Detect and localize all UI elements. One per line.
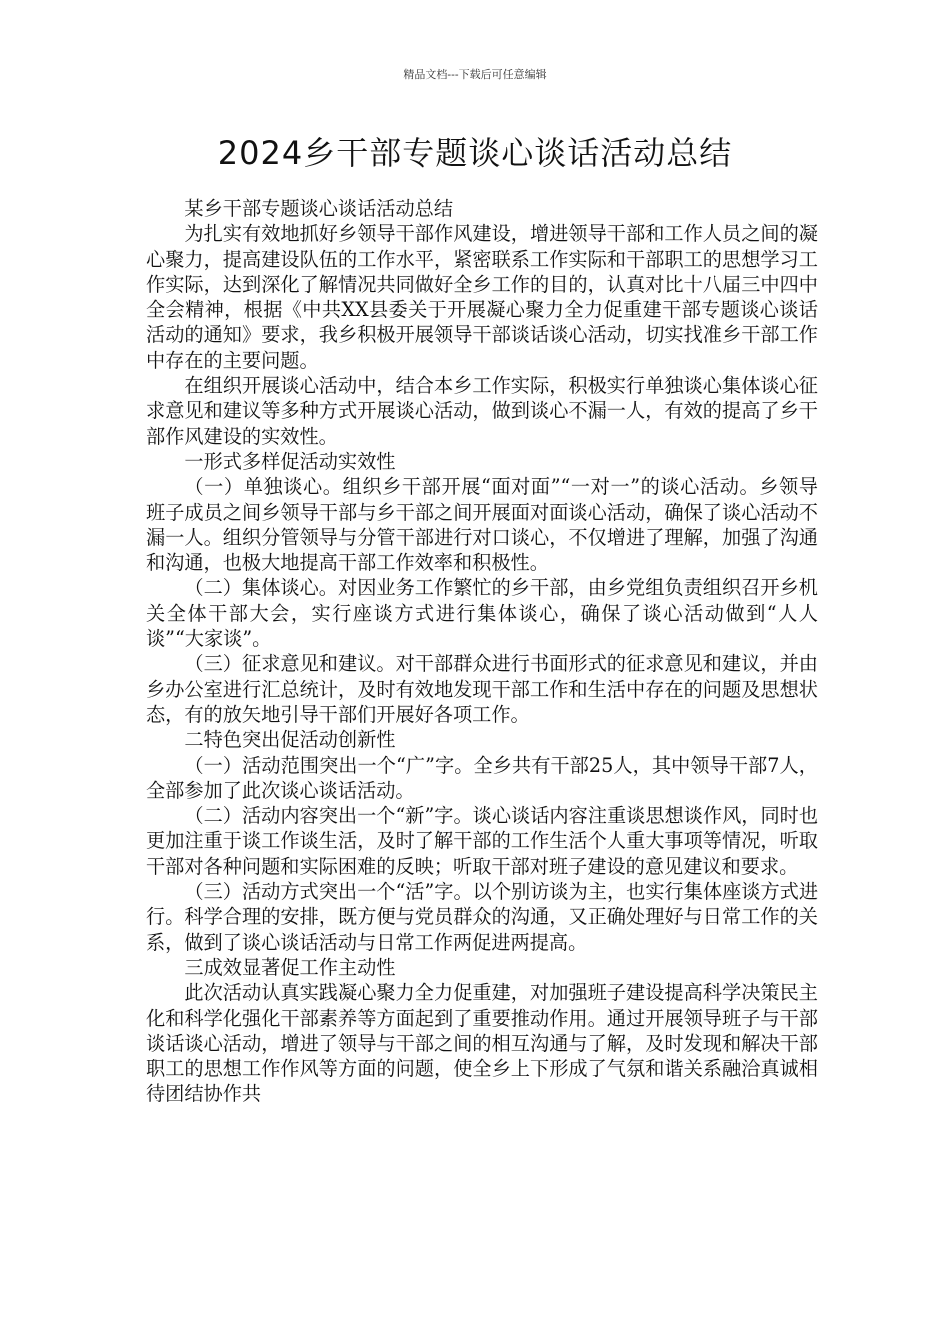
paragraph-1-3: （三）征求意见和建议。对干部群众进行书面形式的征求意见和建议，并由乡办公室进行汇总统计，及时有效地发现干部工作和生活中存在的问题及思想状态，有的放矢地引导干部们开展好各项工作。 — [146, 652, 818, 726]
section-heading-1: 一形式多样促活动实效性 — [184, 449, 396, 473]
paragraph-intro: 为扎实有效地抓好乡领导干部作风建设，增进领导干部和工作人员之间的凝心聚力，提高建设队伍的工作水平，紧密联系工作实际和干部职工的思想学习工作实际，达到深化了解情况共同做好全乡工作的目的，认真对比十八届三中四中全会精神，根据《中共XX县委关于开展凝心聚力全力促重建干部专题谈心谈话活动的通知》要求，我乡积极开展领导干部谈话谈心活动，切实找准乡干部工作中存在的主要问题。 — [146, 222, 818, 372]
document-title: 2024乡干部专题谈心谈话活动总结 — [217, 134, 733, 172]
paragraph-2-2: （二）活动内容突出一个“新”字。谈心谈话内容注重谈思想谈作风，同时也更加注重于谈工作谈生活，及时了解干部的工作生活个人重大事项等情况，听取干部对各种问题和实际困难的反映；听取干部对班子建设的意见建议和要求。 — [146, 804, 819, 878]
paragraph-2-3: （三）活动方式突出一个“活”字。以个别访谈为主，也实行集体座谈方式进行。科学合理的安排，既方便与党员群众的沟通，又正确处理好与日常工作的关系，做到了谈心谈话活动与日常工作两促进两提高。 — [146, 880, 819, 954]
section-heading-2: 二特色突出促活动创新性 — [184, 728, 396, 752]
paragraph-1-1: （一）单独谈心。组织乡干部开展“面对面”“一对一”的谈心活动。乡领导班子成员之间乡领导干部与乡干部之间开展面对面谈心活动，确保了谈心活动不漏一人。组织分管领导与分管干部进行对口谈心，不仅增进了理解，加强了沟通和沟通，也极大地提高干部工作效率和积极性。 — [146, 475, 818, 575]
header-note: 精品文档---下载后可任意编辑 — [403, 68, 547, 81]
paragraph-overview: 在组织开展谈心活动中，结合本乡工作实际，积极实行单独谈心集体谈心征求意见和建议等多种方式开展谈心活动，做到谈心不漏一人，有效的提高了乡干部作风建设的实效性。 — [146, 374, 818, 448]
subtitle: 某乡干部专题谈心谈话活动总结 — [184, 197, 454, 220]
paragraph-1-2: （二）集体谈心。对因业务工作繁忙的乡干部，由乡党组负责组织召开乡机关全体干部大会，实行座谈方式进行集体谈心，确保了谈心活动做到“人人谈”“大家谈”。 — [146, 576, 818, 651]
paragraph-3-1: 此次活动认真实践凝心聚力全力促重建，对加强班子建设提高科学决策民主化和科学化强化干部素养等方面起到了重要推动作用。通过开展领导班子与干部谈话谈心活动，增进了领导与干部之间的相互沟通与了解，及时发现和解决干部职工的思想工作作风等方面的问题，使全乡上下形成了气氛和谐关系融洽真诚相待团结协作共 — [146, 981, 818, 1106]
paragraph-2-1: （一）活动范围突出一个“广”字。全乡共有干部25人，其中领导干部7人，全部参加了此次谈心谈话活动。 — [146, 753, 818, 802]
section-heading-3: 三成效显著促工作主动性 — [184, 955, 396, 979]
document-body — [146, 196, 818, 1107]
